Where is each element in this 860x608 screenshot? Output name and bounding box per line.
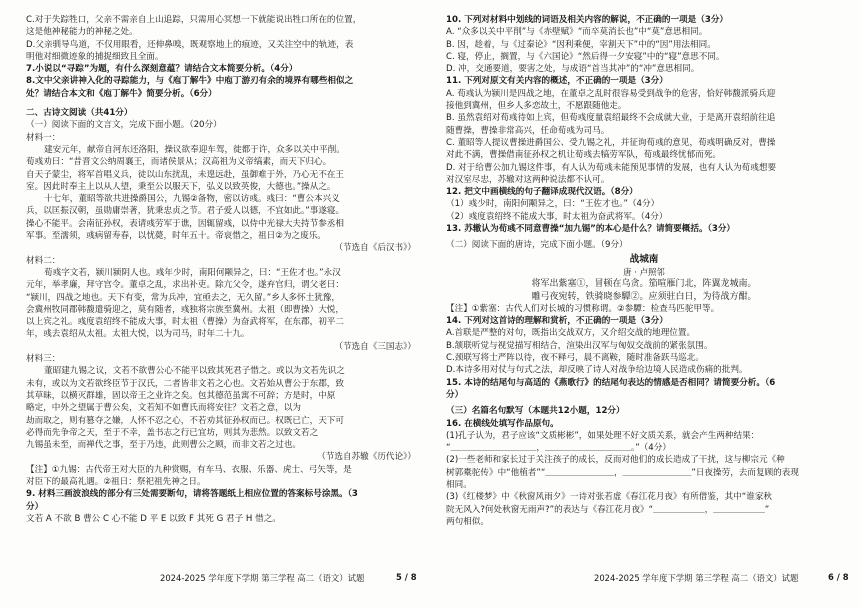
right-text-line: B. 因，趁着，与《过秦论》“因利乘便，宰割天下”中的“因”用法相同。 — [446, 39, 716, 50]
poem-line: 将军出紫塞①，冒顿在乌贪。笳喧雁门北，阵翼龙城南。 — [531, 279, 757, 290]
left-text-line: 年，彧去袁绍从太祖。太祖大悦，以为司马，时年二十九。 — [26, 329, 250, 340]
left-text-line — [26, 100, 422, 104]
right-text-line: （三）名篇名句默写（本题共12小题，12分） — [446, 406, 625, 417]
left-text-line: 荀彧字文若，颍川颍阴人也。彧年少时，南阳何颙异之，曰：“王佐才也。”永汉 — [44, 267, 341, 278]
right-text-line: C.颈联写将士严阵以待，夜不释弓，晨不离鞍，随时准备跃马巡北。 — [446, 353, 704, 364]
right-text-line: C. 董昭等人提议曹操进爵国公、受九锡之礼，并征询荀彧的意见，荀彧明确反对，曹操 — [446, 137, 776, 148]
poem-line: 雕弓夜宛转，铁骑晓参驔②。应须驻白日，为待战方酣。 — [531, 291, 757, 302]
right-text-line: 两句相似。 — [446, 516, 489, 527]
left-text-line: 操心不能平。会南征孙权，表请彧劳军于谯，因辄留彧，以侍中光禄大夫持节参丞相 — [26, 218, 344, 229]
right-text-line: D.本诗多用对仗与句式之法，却反映了诗人对战争给边境人民造成伤痛的批判。 — [446, 365, 748, 376]
left-text-line: 劫而取之，则有篡夺之嫌，人怀不忍之心，不若劝其征孙权而已。权既已亡，天下可 — [26, 415, 344, 426]
right-text-line: (2)一些老师和家长过于关注孩子的成长，反而对他们的成长造成了干扰，这与柳宗元《种 — [446, 455, 785, 466]
right-text-line: 接他到冀州，但乡人多恋故土，不愿跟随他走。 — [446, 101, 627, 112]
left-text-line: 军事。至濡须，彧病留寿春，以忧薨，时年五十。帝哀惜之，祖日②为之废乐。 — [26, 231, 326, 242]
left-text-line: 未有，或以为文若欲终臣节于汉氏，二者皆非文若之心也。文若始从曹公于东郡，致 — [26, 378, 344, 389]
right-column — [446, 14, 842, 574]
right-text-line: A. 荀彧认为颍川是四战之地，在董卓之乱时很容易受到战争的危害，恰好韩馥派骑兵迎 — [446, 88, 776, 99]
poem-author: 唐 · 卢照邻 — [623, 266, 665, 277]
left-text-line: 对臣下的最高礼遇。②祖日：祭祀祖先神之日。 — [26, 476, 206, 487]
right-text-line: B. 虽然袁绍对荀彧待如上宾，但荀彧度量袁绍最终不会成就大业，于是离开袁绍前往追 — [446, 113, 776, 124]
left-text-line: 7.小说以“寻踪”为题，有什么深刻意蕴？请结合文本简要分析。（4分） — [26, 64, 298, 75]
poem-title: 战城南 — [629, 253, 659, 265]
left-text-line: （一）阅读下面的文言文，完成下面小题。（20分） — [26, 120, 222, 131]
right-text-line: （二）阅读下面的唐诗，完成下面小题。（9分） — [446, 240, 628, 251]
left-text-line: 九锡虽未至，而禅代之事，至于乃违，此则曹公之顾，而非文若之过也。 — [26, 440, 302, 451]
left-text-line: 处？请结合本文和《庖丁解牛》简要分析。（6分） — [26, 88, 217, 99]
left-text-line: 二、古诗文阅读（共41分） — [26, 108, 133, 119]
left-text-line: 室。因此时奉主上以从人望，秉至公以服天下，弘义以致英俊，大德也。”操从之。 — [26, 181, 336, 192]
right-text-line: C. 寝，停止，搁置，与《六国论》“然后得一夕安寝”中的“寝”意思不同。 — [446, 51, 725, 62]
left-text-line: 8.文中父亲讲神入化的寻踪能力，与《庖丁解牛》中庖丁游刃有余的境界有哪些相似之 — [26, 76, 354, 87]
left-text-line: C.对于失踪牲口，父亲不需亲自上山追踪，只需用心冥想一下就能说出牲口所在的位置， — [26, 15, 362, 25]
left-text-line: 材料二： — [26, 255, 61, 266]
right-text-line: 【注】①紫塞：古代人们对长城的习惯称谓。②参驔：检查马匹驼甲等。 — [446, 303, 720, 314]
left-text-line: 材料一： — [26, 132, 61, 143]
page-number-right: 6 / 8 — [828, 572, 849, 582]
footer-right: 2024-2025 学年度下学期 第三学程 高二（语文）试题 — [594, 573, 799, 583]
left-text-line: 元年，举孝廉，拜守宫令。董卓之乱，求出补吏。除亢父令，遂弃官归，谓父老曰： — [26, 280, 344, 291]
left-text-line: （节选自苏辙《历代论》） — [317, 452, 416, 463]
left-text-line: 9. 材料三画波浪线的部分有三处需要断句，请将答题纸上相应位置的答案标号涂黑。（3 — [26, 489, 358, 500]
left-text-line: 建安元年，献帝自河东还洛阳，操议欲奉迎车驾，徙都于许，众多以关中平削。 — [44, 144, 345, 155]
right-text-line: 12. 把文中画横线的句子翻译成现代汉语。（8分） — [446, 187, 638, 198]
right-text-line: 相同。 — [446, 479, 472, 490]
left-text-line: “颍川，四战之地也。天下有变，常为兵冲，宜亟去之，无久留。”乡人多怀土犹豫， — [26, 292, 340, 303]
page-number-left: 5 / 8 — [396, 572, 417, 582]
left-text-line: 兵，以匡振汉朝，虽勋庸崇著，犹秉忠贞之节。君子爱人以德，不宜如此。”事遂寝。 — [26, 206, 345, 217]
right-text-line: (3)《红楼梦》中《秋窗风雨夕》一诗对张若虚《春江花月夜》有所借鉴，其中“谁家秋 — [446, 492, 773, 503]
left-text-line: D.父亲驯导鸟道，不仅用眼看，还伸鼻嗅，既观察地上的痕迹，又关注空中的轨迹，表 — [26, 39, 354, 50]
right-text-line: 11. 下列对原文有关内容的概述，不正确的一项是（3分） — [446, 76, 668, 87]
left-text-line: （节选自《三国志》） — [334, 341, 416, 352]
right-column-poem-questions — [446, 303, 842, 528]
poem-lines — [446, 278, 842, 303]
right-text-line: 14. 下列对这首诗的理解和赏析，不正确的一项是（3分） — [446, 316, 668, 327]
left-text-line: 明他对细微迹象的捕捉细致且全面。 — [26, 51, 164, 62]
right-text-line: “＿＿＿＿＿＿＿＿＿＿，＿＿＿＿＿＿＿＿＿＿。”（4分） — [446, 443, 671, 454]
left-column — [26, 14, 422, 574]
right-text-line: D. 对于给曹公加九锡这件事，有人认为荀彧未能预见事情的发展，也有人认为荀彧想要 — [446, 162, 777, 173]
right-text-line: 对汉室尽忠，苏辙对这两种说法都不认可。 — [446, 174, 610, 185]
right-text-line: 分） — [446, 389, 464, 400]
left-text-line: 荀彧劝曰：“昔晋文公纳周襄王，而诸侯景从；汉高祖为义帝缟素，而天下归心。 — [26, 157, 332, 168]
left-text-line: 文若 A 不欲 B 曹公 C 心不能 D 平 E 以致 F 其死 G 君子 H 惜之。 — [26, 513, 281, 524]
footer-left: 2024-2025 学年度下学期 第三学程 高二（语文）试题 — [160, 573, 365, 583]
right-text-line: 树郭橐驼传》中“他植者”“＿＿＿＿＿＿＿＿，＿＿＿＿＿＿＿＿”日夜操劳，去而复顾的表现 — [446, 467, 799, 478]
right-text-line: D. 冲，交通要道，要害之处，与成语“首当其冲”的“冲”意思相同。 — [446, 64, 700, 75]
left-text-line: 十七年，董昭等欲共进操爵国公，九锡②备物，密以访彧。彧曰：“曹公本兴义 — [44, 194, 340, 205]
left-text-line: 材料三： — [26, 354, 61, 365]
left-text-line: 会冀州牧同郡韩馥遣骑迎之，莫有随者，彧独将宗族至冀州。太祖（即曹操）大悦， — [26, 304, 344, 315]
left-text-line: 略定，中外之望属于曹公矣，文若知不如曹氏而将安往？文若之意，以为 — [26, 403, 302, 414]
right-text-line: B.颔联听觉与视觉描写相结合，渲染出汉军与匈奴交战前的紧张氛围。 — [446, 340, 713, 351]
poem-block — [446, 254, 842, 303]
right-text-line: 随曹操，曹操非常高兴，任命荀彧为司马。 — [446, 125, 610, 136]
right-text-line: 对此不满，曹操借南征孙权之机让荀彧去犒劳军队，荀彧最终忧郁而死。 — [446, 150, 722, 161]
right-column-questions — [446, 14, 842, 252]
right-text-line: （1）彧少时，南阳何颙异之，曰：“王佐才也。”（4分） — [446, 199, 660, 210]
left-text-line: 其草昧，以横灭群雄，固以帝王之业许之矣。包其德范虽寓不可辞；方是时，中原 — [26, 390, 336, 401]
left-text-line: 必得而先争帝之天，至于不幸，盖书志之行已宜坊，则其为悲然。以致文若之 — [26, 427, 319, 438]
left-text-line: 【注】①九锡：古代帝王对大臣的九种赏赐，有车马、衣服、乐器、虎士、弓矢等，是 — [26, 464, 352, 475]
right-text-line: 院无风入?何处秋窗无雨声?”的表达与《春江花月夜》“＿＿＿＿＿＿，＿＿＿＿＿＿” — [446, 504, 770, 515]
right-text-line: A.首联是严整的对句，既指出交战双方，又介绍交战的地理位置。 — [446, 328, 696, 339]
left-text-line: 这是他神秘能力的神秘之处。 — [26, 27, 138, 38]
right-text-line: 15. 本诗的结尾句与高适的《燕歌行》的结尾句表达的情感是否相同？请简要分析。（6 — [446, 377, 776, 388]
left-text-line: （节选自《后汉书》） — [334, 243, 416, 254]
right-text-line: 13. 苏辙认为荀彧不同意曹操“加九锡”的本心是什么？请简要概括。（3分） — [446, 224, 736, 235]
right-text-line: （2）彧度袁绍终不能成大事，时太祖为奋武将军。（4分） — [446, 211, 668, 222]
left-text-line: 董昭建九锡之议，文若不欲曹公心不能平以致其死君子惜之。或以为文若先识之 — [44, 366, 345, 377]
right-text-line: A. “众多以关中平削”与《赤壁赋》“而卒莫消长也”中“莫”意思相同。 — [446, 27, 708, 38]
left-text-line: 分） — [26, 501, 44, 512]
left-text-line: 自天子蒙尘，将军首唱义兵，徒以山东扰乱，未遑远赴，虽御难于外，乃心无不在王 — [26, 169, 344, 180]
right-text-line: 10. 下列对材料中划线的词语及相关内容的解说，不正确的一项是（3分） — [446, 15, 729, 25]
left-text-line: 以上宾之礼。彧度袁绍终不能成大事，时太祖（曹操）为奋武将军，在东郡，初平二 — [26, 317, 344, 328]
right-text-line: (1)孔子认为，君子应该“文质彬彬”，如果处理不好文质关系，就会产生两种结果： — [446, 430, 760, 441]
right-text-line: 16. 在横线处填写作品原句。 — [446, 418, 559, 429]
